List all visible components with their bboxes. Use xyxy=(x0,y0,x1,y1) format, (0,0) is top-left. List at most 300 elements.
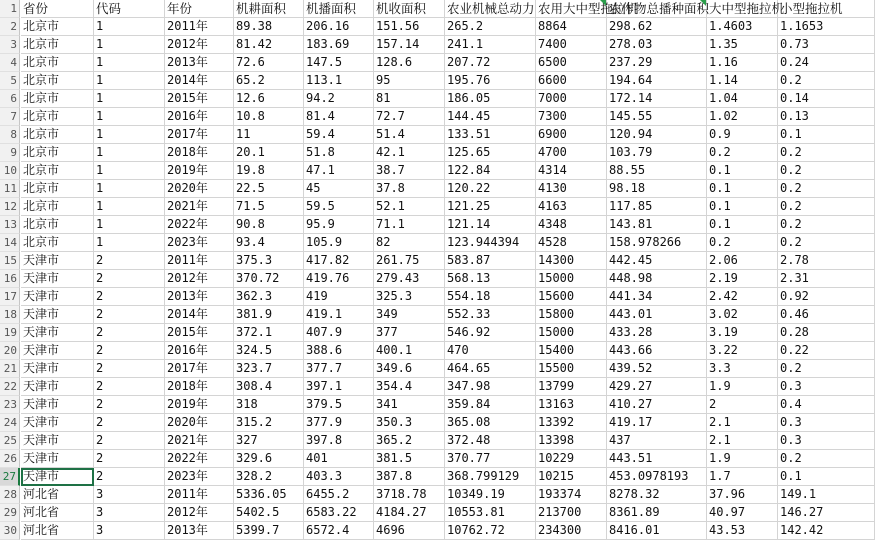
cell-machinery-power[interactable]: 365.08 xyxy=(445,414,536,432)
cell-plow-area[interactable]: 308.4 xyxy=(234,378,304,396)
cell-large-tractors[interactable]: 2 xyxy=(707,396,778,414)
cell-large-tractors[interactable]: 2.19 xyxy=(707,270,778,288)
cell-harvest-area[interactable]: 349 xyxy=(374,306,445,324)
cell-code[interactable]: 2 xyxy=(94,252,165,270)
cell-large-tractor-count[interactable]: 13398 xyxy=(536,432,607,450)
cell-year[interactable]: 2014年 xyxy=(165,72,234,90)
cell-small-tractors[interactable]: 2.31 xyxy=(778,270,875,288)
cell-province[interactable]: 天津市 xyxy=(21,414,94,432)
cell-harvest-area[interactable]: 38.7 xyxy=(374,162,445,180)
row-header[interactable]: 19 xyxy=(0,324,20,342)
cell-year[interactable]: 2015年 xyxy=(165,90,234,108)
cell-province[interactable]: 北京市 xyxy=(21,90,94,108)
cell-province[interactable]: 北京市 xyxy=(21,234,94,252)
cell-code[interactable]: 1 xyxy=(94,108,165,126)
cell-large-tractor-count[interactable]: 15500 xyxy=(536,360,607,378)
cell-large-tractor-count[interactable]: 213700 xyxy=(536,504,607,522)
cell-sown-area[interactable]: 145.55 xyxy=(607,108,707,126)
cell-year[interactable]: 2017年 xyxy=(165,360,234,378)
cell-harvest-area[interactable]: 37.8 xyxy=(374,180,445,198)
cell-large-tractor-count[interactable]: 15400 xyxy=(536,342,607,360)
cell-province[interactable]: 天津市 xyxy=(21,306,94,324)
cell-plow-area[interactable]: 22.5 xyxy=(234,180,304,198)
cell-large-tractor-count[interactable]: 7300 xyxy=(536,108,607,126)
cell-machinery-power[interactable]: 372.48 xyxy=(445,432,536,450)
row-header[interactable]: 5 xyxy=(0,72,20,90)
cell-small-tractors[interactable]: 0.4 xyxy=(778,396,875,414)
row-header[interactable]: 18 xyxy=(0,306,20,324)
cell-sown-area[interactable]: 8361.89 xyxy=(607,504,707,522)
cell-plow-area[interactable]: 328.2 xyxy=(234,468,304,486)
cell-small-tractors[interactable]: 0.2 xyxy=(778,72,875,90)
cell-harvest-area[interactable]: 52.1 xyxy=(374,198,445,216)
cell-code[interactable]: 1 xyxy=(94,144,165,162)
cell-sown-area[interactable]: 117.85 xyxy=(607,198,707,216)
cell-sow-area[interactable]: 105.9 xyxy=(304,234,374,252)
cell-machinery-power[interactable]: 207.72 xyxy=(445,54,536,72)
cell-large-tractors[interactable]: 1.9 xyxy=(707,450,778,468)
cell-sown-area[interactable]: 443.01 xyxy=(607,306,707,324)
row-header[interactable]: 23 xyxy=(0,396,20,414)
cell-code[interactable]: 1 xyxy=(94,234,165,252)
cell-large-tractors[interactable]: 37.96 xyxy=(707,486,778,504)
cell-large-tractor-count[interactable]: 4700 xyxy=(536,144,607,162)
cell-large-tractors[interactable]: 1.4603 xyxy=(707,18,778,36)
cell-machinery-power[interactable]: 186.05 xyxy=(445,90,536,108)
cell-sow-area[interactable]: 417.82 xyxy=(304,252,374,270)
cell-small-tractors[interactable]: 0.3 xyxy=(778,414,875,432)
cell-province[interactable]: 北京市 xyxy=(21,198,94,216)
header-cell-sown-area[interactable]: 农作物总播种面积 xyxy=(609,1,710,16)
cell-harvest-area[interactable]: 128.6 xyxy=(374,54,445,72)
cell-year[interactable]: 2013年 xyxy=(165,288,234,306)
cell-plow-area[interactable]: 327 xyxy=(234,432,304,450)
cell-large-tractor-count[interactable]: 10215 xyxy=(536,468,607,486)
cell-machinery-power[interactable]: 125.65 xyxy=(445,144,536,162)
cell-year[interactable]: 2014年 xyxy=(165,306,234,324)
cell-large-tractor-count[interactable]: 14300 xyxy=(536,252,607,270)
cell-harvest-area[interactable]: 354.4 xyxy=(374,378,445,396)
cell-large-tractor-count[interactable]: 15000 xyxy=(536,270,607,288)
cell-sow-area[interactable]: 397.8 xyxy=(304,432,374,450)
cell-large-tractors[interactable]: 0.1 xyxy=(707,198,778,216)
cell-plow-area[interactable]: 5336.05 xyxy=(234,486,304,504)
cell-machinery-power[interactable]: 568.13 xyxy=(445,270,536,288)
cell-province[interactable]: 北京市 xyxy=(21,36,94,54)
cell-province[interactable]: 天津市 xyxy=(21,432,94,450)
cell-small-tractors[interactable]: 0.1 xyxy=(778,126,875,144)
cell-large-tractors[interactable]: 2.1 xyxy=(707,432,778,450)
cell-code[interactable]: 2 xyxy=(94,288,165,306)
cell-code[interactable]: 2 xyxy=(94,468,165,486)
cell-small-tractors[interactable]: 0.22 xyxy=(778,342,875,360)
cell-machinery-power[interactable]: 359.84 xyxy=(445,396,536,414)
cell-year[interactable]: 2012年 xyxy=(165,270,234,288)
cell-small-tractors[interactable]: 0.92 xyxy=(778,288,875,306)
cell-large-tractors[interactable]: 3.02 xyxy=(707,306,778,324)
cell-code[interactable]: 1 xyxy=(94,54,165,72)
row-header[interactable]: 28 xyxy=(0,486,20,504)
cell-code[interactable]: 3 xyxy=(94,486,165,504)
cell-plow-area[interactable]: 315.2 xyxy=(234,414,304,432)
cell-harvest-area[interactable]: 381.5 xyxy=(374,450,445,468)
cell-plow-area[interactable]: 19.8 xyxy=(234,162,304,180)
cell-plow-area[interactable]: 318 xyxy=(234,396,304,414)
cell-sow-area[interactable]: 6583.22 xyxy=(304,504,374,522)
cell-province[interactable]: 天津市 xyxy=(21,252,94,270)
cell-plow-area[interactable]: 10.8 xyxy=(234,108,304,126)
cell-plow-area[interactable]: 375.3 xyxy=(234,252,304,270)
cell-sow-area[interactable]: 206.16 xyxy=(304,18,374,36)
cell-small-tractors[interactable]: 0.3 xyxy=(778,378,875,396)
cell-year[interactable]: 2016年 xyxy=(165,108,234,126)
cell-code[interactable]: 1 xyxy=(94,126,165,144)
cell-year[interactable]: 2019年 xyxy=(165,162,234,180)
row-header[interactable]: 12 xyxy=(0,198,20,216)
cell-sow-area[interactable]: 419.1 xyxy=(304,306,374,324)
cell-sown-area[interactable]: 443.51 xyxy=(607,450,707,468)
cell-harvest-area[interactable]: 261.75 xyxy=(374,252,445,270)
cell-province[interactable]: 天津市 xyxy=(21,378,94,396)
cell-large-tractor-count[interactable]: 4163 xyxy=(536,198,607,216)
cell-year[interactable]: 2013年 xyxy=(165,54,234,72)
cell-machinery-power[interactable]: 123.944394 xyxy=(445,234,536,252)
cell-small-tractors[interactable]: 146.27 xyxy=(778,504,875,522)
cell-small-tractors[interactable]: 0.2 xyxy=(778,450,875,468)
cell-large-tractor-count[interactable]: 234300 xyxy=(536,522,607,540)
row-header[interactable]: 26 xyxy=(0,450,20,468)
cell-plow-area[interactable]: 11 xyxy=(234,126,304,144)
row-header[interactable]: 4 xyxy=(0,54,20,72)
cell-large-tractor-count[interactable]: 6600 xyxy=(536,72,607,90)
cell-harvest-area[interactable]: 151.56 xyxy=(374,18,445,36)
cell-harvest-area[interactable]: 4696 xyxy=(374,522,445,540)
cell-sown-area[interactable]: 194.64 xyxy=(607,72,707,90)
cell-sow-area[interactable]: 388.6 xyxy=(304,342,374,360)
cell-year[interactable]: 2011年 xyxy=(165,252,234,270)
row-header[interactable]: 10 xyxy=(0,162,20,180)
row-header[interactable]: 30 xyxy=(0,522,20,540)
cell-province[interactable]: 天津市 xyxy=(21,270,94,288)
cell-sow-area[interactable]: 47.1 xyxy=(304,162,374,180)
cell-large-tractor-count[interactable]: 6900 xyxy=(536,126,607,144)
cell-year[interactable]: 2021年 xyxy=(165,198,234,216)
cell-code[interactable]: 2 xyxy=(94,342,165,360)
cell-large-tractors[interactable]: 1.9 xyxy=(707,378,778,396)
cell-province[interactable]: 北京市 xyxy=(21,144,94,162)
cell-year[interactable]: 2019年 xyxy=(165,396,234,414)
cell-plow-area[interactable]: 89.38 xyxy=(234,18,304,36)
cell-province[interactable]: 北京市 xyxy=(21,180,94,198)
cell-machinery-power[interactable]: 265.2 xyxy=(445,18,536,36)
cell-sow-area[interactable]: 94.2 xyxy=(304,90,374,108)
cell-sow-area[interactable]: 419.76 xyxy=(304,270,374,288)
cell-plow-area[interactable]: 5402.5 xyxy=(234,504,304,522)
cell-machinery-power[interactable]: 470 xyxy=(445,342,536,360)
cell-harvest-area[interactable]: 4184.27 xyxy=(374,504,445,522)
cell-year[interactable]: 2018年 xyxy=(165,378,234,396)
cell-sow-area[interactable]: 51.8 xyxy=(304,144,374,162)
cell-plow-area[interactable]: 381.9 xyxy=(234,306,304,324)
cell-large-tractors[interactable]: 0.1 xyxy=(707,162,778,180)
cell-large-tractors[interactable]: 1.7 xyxy=(707,468,778,486)
cell-code[interactable]: 2 xyxy=(94,432,165,450)
cell-large-tractor-count[interactable]: 15000 xyxy=(536,324,607,342)
cell-harvest-area[interactable]: 95 xyxy=(374,72,445,90)
cell-plow-area[interactable]: 370.72 xyxy=(234,270,304,288)
cell-sown-area[interactable]: 88.55 xyxy=(607,162,707,180)
cell-machinery-power[interactable]: 10349.19 xyxy=(445,486,536,504)
cell-large-tractors[interactable]: 1.04 xyxy=(707,90,778,108)
cell-harvest-area[interactable]: 400.1 xyxy=(374,342,445,360)
row-header[interactable]: 14 xyxy=(0,234,20,252)
cell-sow-area[interactable]: 419 xyxy=(304,288,374,306)
cell-code[interactable]: 1 xyxy=(94,198,165,216)
cell-harvest-area[interactable]: 3718.78 xyxy=(374,486,445,504)
row-header[interactable]: 15 xyxy=(0,252,20,270)
cell-sown-area[interactable]: 433.28 xyxy=(607,324,707,342)
cell-code[interactable]: 1 xyxy=(94,90,165,108)
cell-small-tractors[interactable]: 0.2 xyxy=(778,360,875,378)
cell-code[interactable]: 2 xyxy=(94,360,165,378)
cell-harvest-area[interactable]: 349.6 xyxy=(374,360,445,378)
cell-large-tractors[interactable]: 0.1 xyxy=(707,180,778,198)
cell-plow-area[interactable]: 5399.7 xyxy=(234,522,304,540)
header-cell-machinery-power[interactable]: 农业机械总动力 xyxy=(447,1,535,16)
cell-plow-area[interactable]: 329.6 xyxy=(234,450,304,468)
cell-large-tractor-count[interactable]: 10229 xyxy=(536,450,607,468)
row-header[interactable]: 20 xyxy=(0,342,20,360)
cell-machinery-power[interactable]: 10762.72 xyxy=(445,522,536,540)
row-header[interactable]: 17 xyxy=(0,288,20,306)
cell-code[interactable]: 2 xyxy=(94,324,165,342)
cell-small-tractors[interactable]: 142.42 xyxy=(778,522,875,540)
cell-province[interactable]: 天津市 xyxy=(21,450,94,468)
cell-plow-area[interactable]: 93.4 xyxy=(234,234,304,252)
cell-large-tractors[interactable]: 43.53 xyxy=(707,522,778,540)
cell-sown-area[interactable]: 8416.01 xyxy=(607,522,707,540)
cell-sow-area[interactable]: 407.9 xyxy=(304,324,374,342)
header-cell-year[interactable]: 年份 xyxy=(165,0,234,18)
cell-harvest-area[interactable]: 71.1 xyxy=(374,216,445,234)
cell-harvest-area[interactable]: 51.4 xyxy=(374,126,445,144)
cell-year[interactable]: 2015年 xyxy=(165,324,234,342)
row-header[interactable]: 9 xyxy=(0,144,20,162)
cell-sow-area[interactable]: 377.7 xyxy=(304,360,374,378)
cell-sown-area[interactable]: 448.98 xyxy=(607,270,707,288)
cell-small-tractors[interactable]: 0.13 xyxy=(778,108,875,126)
cell-sow-area[interactable]: 6455.2 xyxy=(304,486,374,504)
cell-machinery-power[interactable]: 241.1 xyxy=(445,36,536,54)
cell-year[interactable]: 2011年 xyxy=(165,18,234,36)
cell-year[interactable]: 2021年 xyxy=(165,432,234,450)
cell-sown-area[interactable]: 8278.32 xyxy=(607,486,707,504)
cell-sown-area[interactable]: 158.978266 xyxy=(607,234,707,252)
cell-plow-area[interactable]: 362.3 xyxy=(234,288,304,306)
header-cell-plow-area[interactable]: 机耕面积 xyxy=(234,0,304,18)
cell-plow-area[interactable]: 20.1 xyxy=(234,144,304,162)
cell-code[interactable]: 2 xyxy=(94,270,165,288)
cell-code[interactable]: 1 xyxy=(94,216,165,234)
cell-large-tractor-count[interactable]: 13163 xyxy=(536,396,607,414)
cell-sown-area[interactable]: 419.17 xyxy=(607,414,707,432)
cell-machinery-power[interactable]: 347.98 xyxy=(445,378,536,396)
cell-large-tractors[interactable]: 0.2 xyxy=(707,144,778,162)
cell-machinery-power[interactable]: 554.18 xyxy=(445,288,536,306)
cell-code[interactable]: 2 xyxy=(94,378,165,396)
cell-code[interactable]: 3 xyxy=(94,504,165,522)
cell-year[interactable]: 2022年 xyxy=(165,216,234,234)
cell-large-tractors[interactable]: 0.9 xyxy=(707,126,778,144)
header-cell-large-tractors[interactable]: 大中型拖拉机 xyxy=(709,1,785,16)
cell-large-tractor-count[interactable]: 15600 xyxy=(536,288,607,306)
cell-large-tractors[interactable]: 2.1 xyxy=(707,414,778,432)
row-header[interactable]: 24 xyxy=(0,414,20,432)
cell-sown-area[interactable]: 143.81 xyxy=(607,216,707,234)
cell-small-tractors[interactable]: 2.78 xyxy=(778,252,875,270)
row-header[interactable]: 2 xyxy=(0,18,20,36)
cell-year[interactable]: 2023年 xyxy=(165,468,234,486)
cell-plow-area[interactable]: 324.5 xyxy=(234,342,304,360)
cell-machinery-power[interactable]: 120.22 xyxy=(445,180,536,198)
cell-small-tractors[interactable]: 0.2 xyxy=(778,144,875,162)
header-cell-harvest-area[interactable]: 机收面积 xyxy=(374,0,445,18)
cell-large-tractor-count[interactable]: 13799 xyxy=(536,378,607,396)
cell-code[interactable]: 2 xyxy=(94,414,165,432)
cell-province[interactable]: 河北省 xyxy=(21,522,94,540)
cell-code[interactable]: 1 xyxy=(94,18,165,36)
cell-large-tractors[interactable]: 2.42 xyxy=(707,288,778,306)
cell-sow-area[interactable]: 403.3 xyxy=(304,468,374,486)
cell-machinery-power[interactable]: 583.87 xyxy=(445,252,536,270)
cell-year[interactable]: 2023年 xyxy=(165,234,234,252)
cell-large-tractor-count[interactable]: 4130 xyxy=(536,180,607,198)
cell-sown-area[interactable]: 278.03 xyxy=(607,36,707,54)
cell-sown-area[interactable]: 429.27 xyxy=(607,378,707,396)
row-header[interactable]: 21 xyxy=(0,360,20,378)
header-cell-large-tractor-count[interactable]: 农用大中型拖拉机 xyxy=(538,1,639,16)
cell-code[interactable]: 3 xyxy=(94,522,165,540)
cell-small-tractors[interactable]: 0.73 xyxy=(778,36,875,54)
cell-large-tractor-count[interactable]: 6500 xyxy=(536,54,607,72)
cell-sown-area[interactable]: 453.0978193 xyxy=(607,468,707,486)
cell-code[interactable]: 1 xyxy=(94,36,165,54)
cell-sown-area[interactable]: 439.52 xyxy=(607,360,707,378)
cell-machinery-power[interactable]: 122.84 xyxy=(445,162,536,180)
cell-plow-area[interactable]: 12.6 xyxy=(234,90,304,108)
cell-province[interactable]: 北京市 xyxy=(21,216,94,234)
cell-year[interactable]: 2012年 xyxy=(165,504,234,522)
cell-small-tractors[interactable]: 0.2 xyxy=(778,198,875,216)
cell-province[interactable]: 北京市 xyxy=(21,162,94,180)
cell-code[interactable]: 1 xyxy=(94,72,165,90)
cell-year[interactable]: 2013年 xyxy=(165,522,234,540)
cell-harvest-area[interactable]: 341 xyxy=(374,396,445,414)
cell-province[interactable]: 天津市 xyxy=(21,396,94,414)
cell-sown-area[interactable]: 410.27 xyxy=(607,396,707,414)
cell-large-tractors[interactable]: 3.19 xyxy=(707,324,778,342)
row-header[interactable]: 13 xyxy=(0,216,20,234)
cell-plow-area[interactable]: 323.7 xyxy=(234,360,304,378)
cell-province[interactable]: 河北省 xyxy=(21,504,94,522)
cell-province[interactable]: 北京市 xyxy=(21,18,94,36)
cell-province[interactable]: 天津市 xyxy=(21,324,94,342)
row-header[interactable]: 11 xyxy=(0,180,20,198)
cell-harvest-area[interactable]: 81 xyxy=(374,90,445,108)
cell-sow-area[interactable]: 379.5 xyxy=(304,396,374,414)
cell-small-tractors[interactable]: 0.3 xyxy=(778,432,875,450)
cell-sown-area[interactable]: 120.94 xyxy=(607,126,707,144)
cell-large-tractor-count[interactable]: 4528 xyxy=(536,234,607,252)
cell-large-tractor-count[interactable]: 7400 xyxy=(536,36,607,54)
cell-machinery-power[interactable]: 144.45 xyxy=(445,108,536,126)
row-header[interactable]: 8 xyxy=(0,126,20,144)
cell-large-tractors[interactable]: 3.3 xyxy=(707,360,778,378)
cell-small-tractors[interactable]: 0.2 xyxy=(778,216,875,234)
cell-sow-area[interactable]: 397.1 xyxy=(304,378,374,396)
cell-province[interactable]: 天津市 xyxy=(21,288,94,306)
cell-machinery-power[interactable]: 370.77 xyxy=(445,450,536,468)
cell-plow-area[interactable]: 65.2 xyxy=(234,72,304,90)
cell-sow-area[interactable]: 183.69 xyxy=(304,36,374,54)
cell-province[interactable]: 天津市 xyxy=(21,360,94,378)
cell-year[interactable]: 2011年 xyxy=(165,486,234,504)
cell-large-tractor-count[interactable]: 4348 xyxy=(536,216,607,234)
cell-small-tractors[interactable]: 0.2 xyxy=(778,162,875,180)
cell-plow-area[interactable]: 72.6 xyxy=(234,54,304,72)
cell-harvest-area[interactable]: 350.3 xyxy=(374,414,445,432)
cell-sow-area[interactable]: 45 xyxy=(304,180,374,198)
cell-small-tractors[interactable]: 0.2 xyxy=(778,234,875,252)
cell-harvest-area[interactable]: 325.3 xyxy=(374,288,445,306)
cell-code[interactable]: 2 xyxy=(94,450,165,468)
cell-large-tractors[interactable]: 1.14 xyxy=(707,72,778,90)
cell-machinery-power[interactable]: 10553.81 xyxy=(445,504,536,522)
cell-sown-area[interactable]: 103.79 xyxy=(607,144,707,162)
cell-harvest-area[interactable]: 365.2 xyxy=(374,432,445,450)
cell-year[interactable]: 2017年 xyxy=(165,126,234,144)
cell-large-tractor-count[interactable]: 7000 xyxy=(536,90,607,108)
cell-large-tractors[interactable]: 2.06 xyxy=(707,252,778,270)
cell-small-tractors[interactable]: 0.1 xyxy=(778,468,875,486)
cell-sow-area[interactable]: 95.9 xyxy=(304,216,374,234)
cell-year[interactable]: 2018年 xyxy=(165,144,234,162)
cell-province[interactable]: 天津市 xyxy=(21,342,94,360)
header-cell-sow-area[interactable]: 机播面积 xyxy=(304,0,374,18)
cell-machinery-power[interactable]: 546.92 xyxy=(445,324,536,342)
cell-sow-area[interactable]: 81.4 xyxy=(304,108,374,126)
cell-sown-area[interactable]: 443.66 xyxy=(607,342,707,360)
cell-small-tractors[interactable]: 0.46 xyxy=(778,306,875,324)
cell-province[interactable]: 天津市 xyxy=(21,468,94,486)
cell-sow-area[interactable]: 113.1 xyxy=(304,72,374,90)
cell-year[interactable]: 2020年 xyxy=(165,180,234,198)
cell-machinery-power[interactable]: 368.799129 xyxy=(445,468,536,486)
cell-sown-area[interactable]: 298.62 xyxy=(607,18,707,36)
cell-sow-area[interactable]: 59.4 xyxy=(304,126,374,144)
row-header[interactable]: 6 xyxy=(0,90,20,108)
cell-year[interactable]: 2022年 xyxy=(165,450,234,468)
cell-large-tractors[interactable]: 1.02 xyxy=(707,108,778,126)
cell-province[interactable]: 河北省 xyxy=(21,486,94,504)
cell-machinery-power[interactable]: 464.65 xyxy=(445,360,536,378)
cell-code[interactable]: 2 xyxy=(94,306,165,324)
cell-small-tractors[interactable]: 0.2 xyxy=(778,180,875,198)
cell-large-tractors[interactable]: 1.16 xyxy=(707,54,778,72)
cell-sow-area[interactable]: 6572.4 xyxy=(304,522,374,540)
cell-machinery-power[interactable]: 121.25 xyxy=(445,198,536,216)
cell-plow-area[interactable]: 71.5 xyxy=(234,198,304,216)
